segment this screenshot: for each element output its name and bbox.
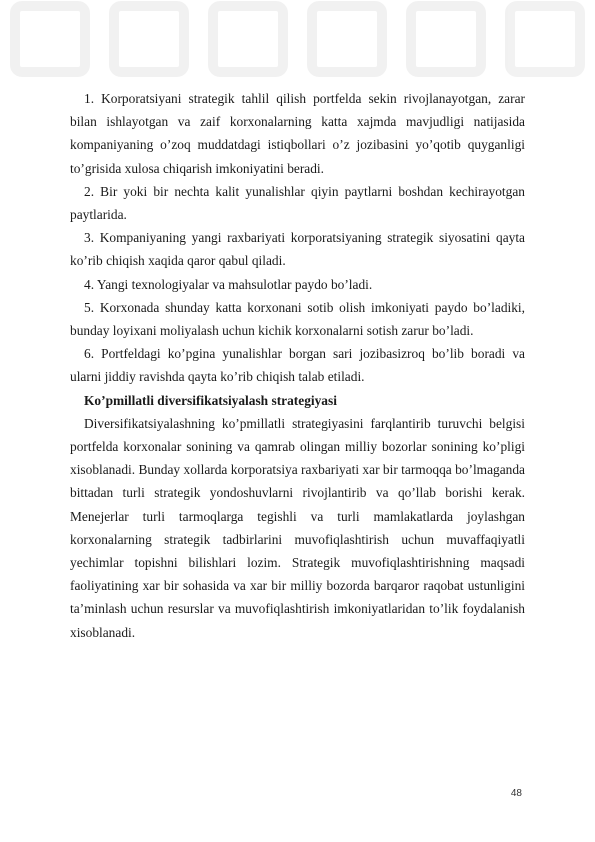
body-paragraph: Diversifikatsiyalashning ko’pmillatli strategiyasini farqlantirib turuvchi belgisi portfelda korxonalar sonining va qamrab olingan milliy bozorlar sonining ko’pligi xisoblanadi. Bunday xollarda korporatsiya raxbariyati xar bir tarmoqqa bo’lmaganda bittadan turli strategik yondoshuvlarni rivojlantirib va qo’llab borishi kerak. Menejerlar turli tarmoqlarga tegishli va turli mamlakatlarda joylashgan korxonalarning strategik tadbirlarini muvofiqlashtirish uchun muvaffaqiyatli yechimlar topishni bilishlari lozim. Strategik muvofiqlashtirishning maqsadi faoliyatining xar bir sohasida va xar bir milliy bozorda barqaror raqobat ustunligini ta’minlash uchun resurslar va muvofiqlashtirish imkoniyatlaridan to’lik foydalanish xisoblanadi.: [70, 415, 525, 640]
page-content: [70, 87, 525, 644]
section-heading: Ko’pmillatli diversifikatsiyalash strategiyasi: [84, 392, 337, 408]
list-item-6: 6. Portfeldagi ko’pgina yunalishlar borgan sari jozibasizroq bo’lib boradi va ularni jiddiy ravishda qayta ko’rib chiqish talab etiladi.: [70, 346, 525, 385]
list-item-5: 5. Korxonada shunday katta korxonani sotib olish imkoniyati paydo bo’ladiki, bunday loyixani moliyalash uchun kichik korxonalarni sotish zarur bo’ladi.: [70, 299, 525, 339]
list-item-3: 3. Kompaniyaning yangi raxbariyati korporatsiyaning strategik siyosatini qayta ko’rib chiqish xaqida qaror qabul qiladi.: [70, 230, 525, 269]
list-item-2: 2. Bir yoki bir nechta kalit yunalishlar qiyin paytlarni boshdan kechirayotgan paytlarida.: [70, 183, 525, 223]
page-number: 48: [510, 788, 522, 799]
list-item-1: 1. Korporatsiyani strategik tahlil qilish portfelda sekin rivojlanayotgan, zarar bilan ishlayotgan va zaif korxonalarning katta xajmda mavjudligi natijasida kompaniyaning o’zoq muddatdagi istiqbollari o’z jozibasini yo’qotib quyganligi to’grisida xulosa chiqarish imkoniyatini beradi.: [70, 91, 525, 176]
list-item-4: 4. Yangi texnologiyalar va mahsulotlar paydo bo’ladi.: [84, 276, 373, 292]
background-watermark: [0, 4, 595, 74]
